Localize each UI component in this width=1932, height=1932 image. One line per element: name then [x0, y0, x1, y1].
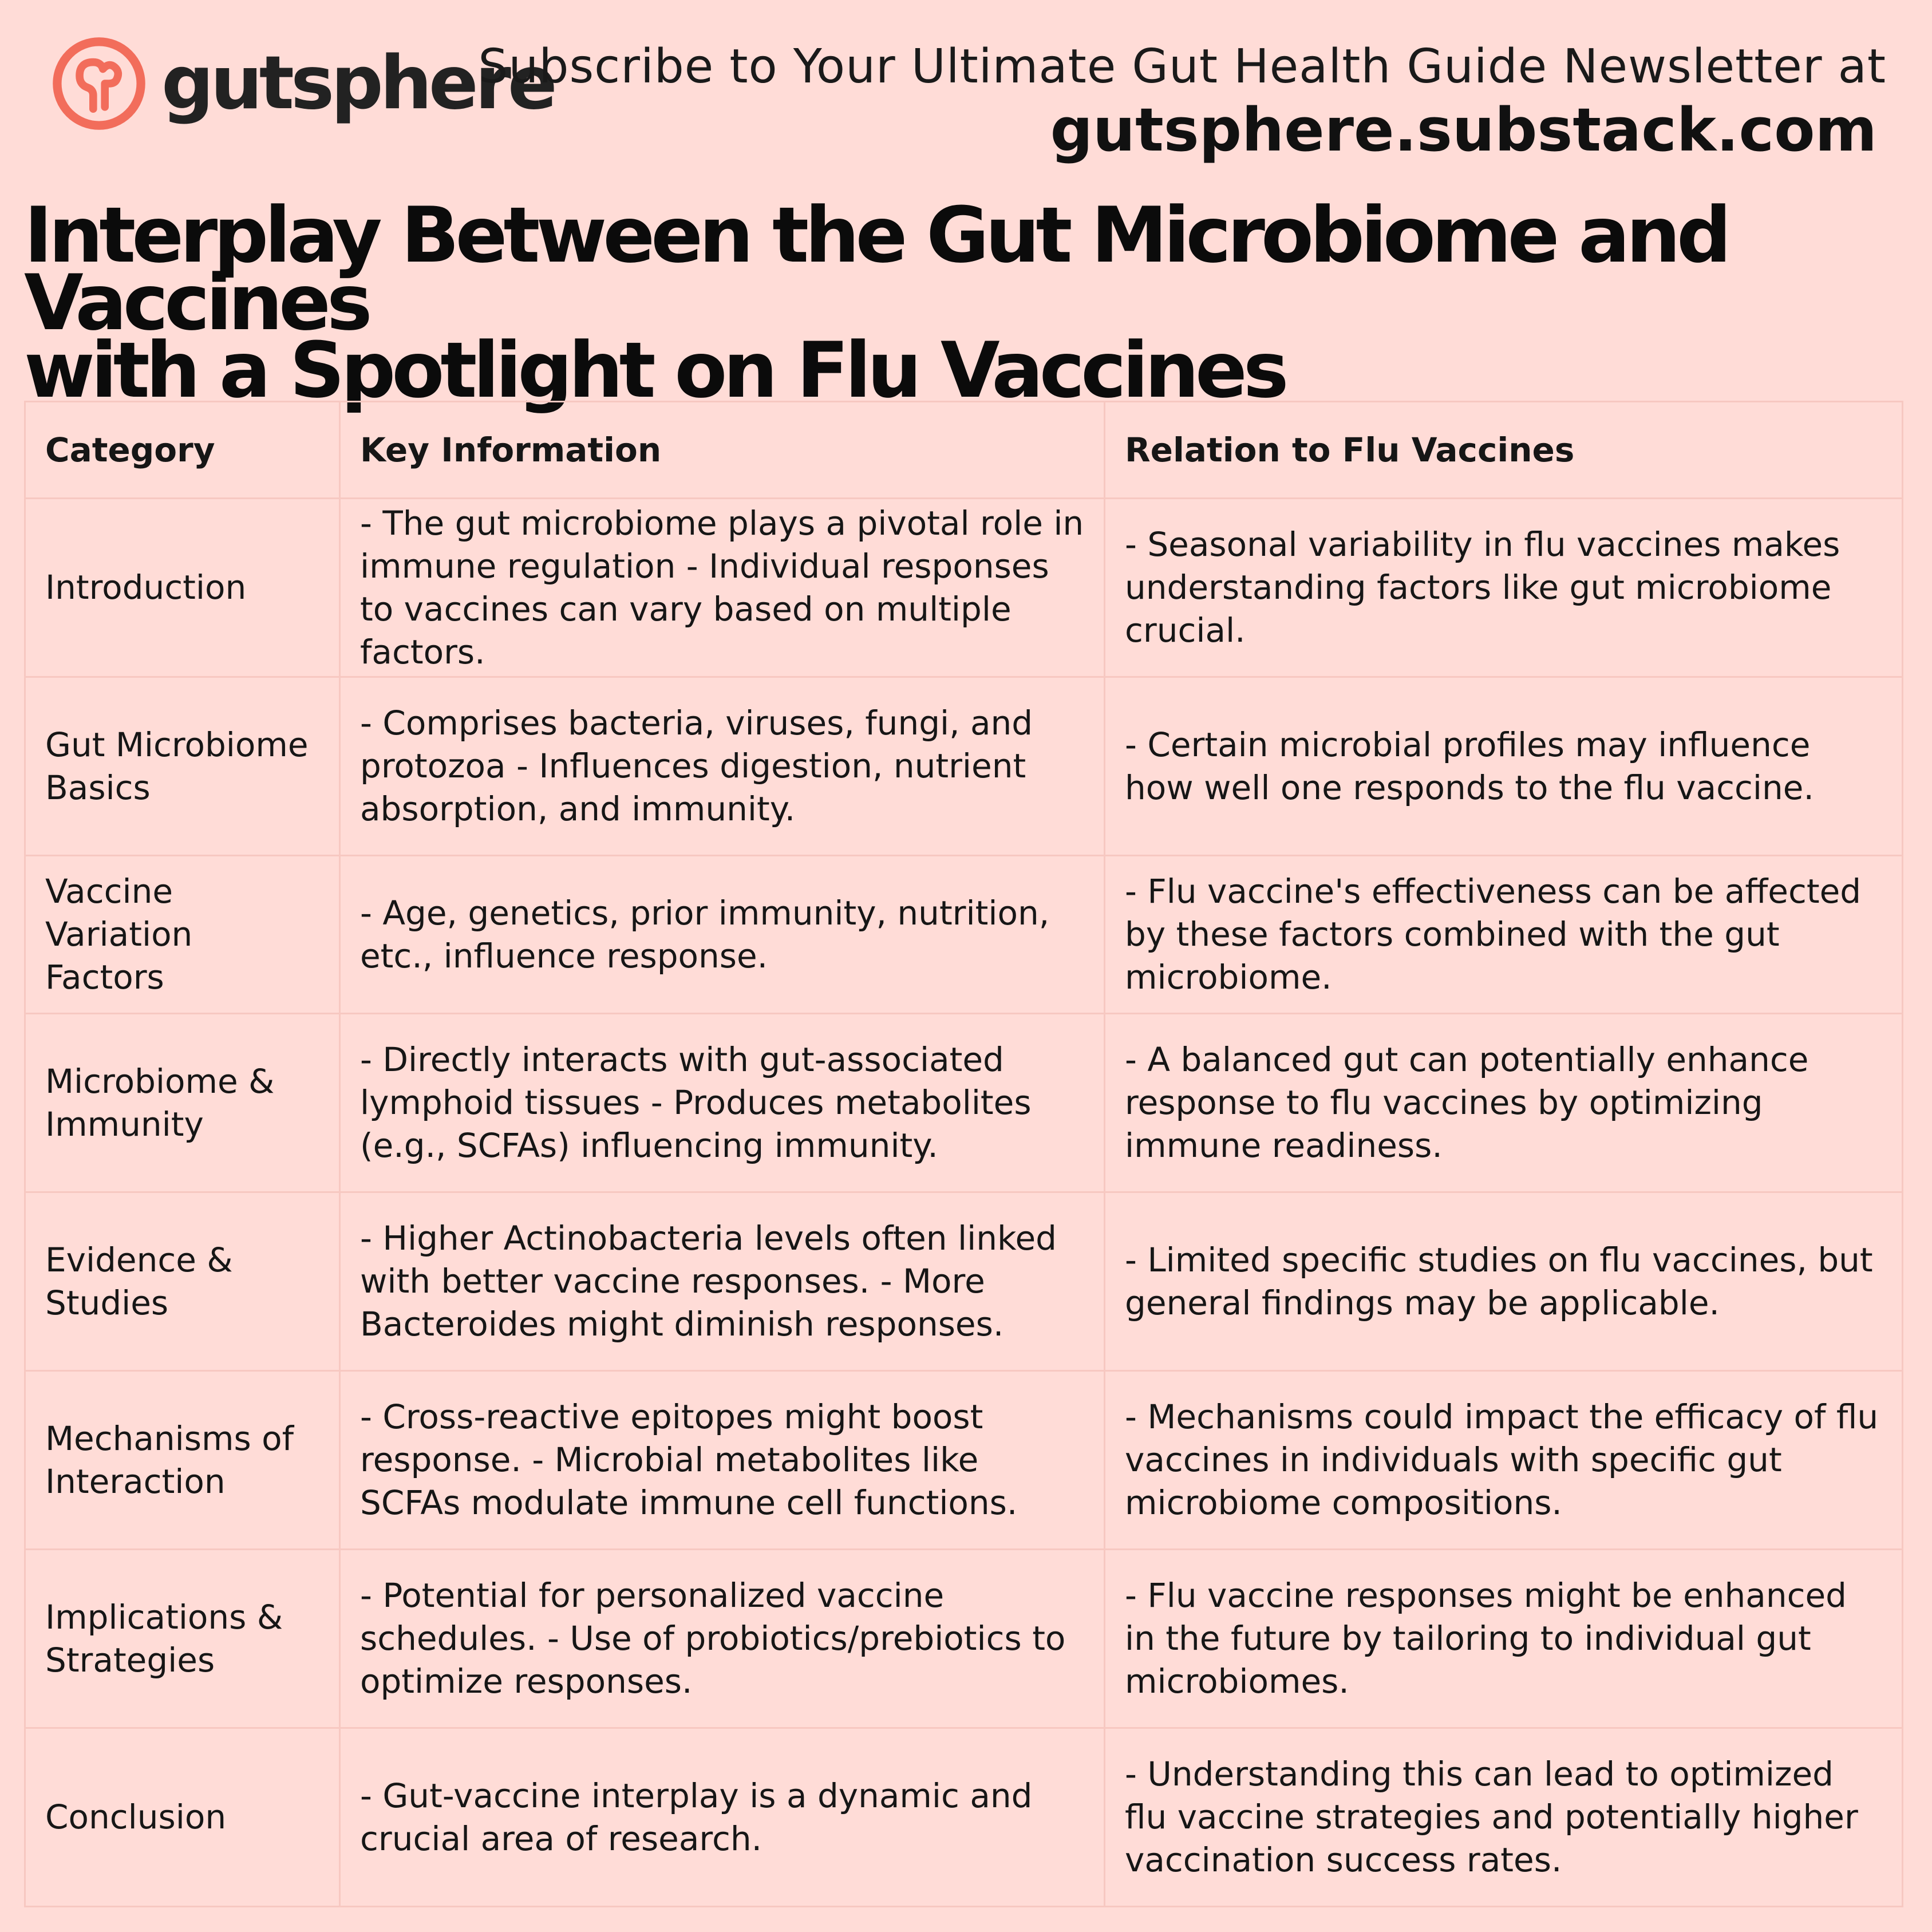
row-key-info: - Higher Actinobacteria levels often linked with better vaccine responses. - More Bacteroides might diminish responses.: [340, 1192, 1105, 1371]
header-relation: Relation to Flu Vaccines: [1105, 402, 1903, 499]
row-relation: - Understanding this can lead to optimized flu vaccine strategies and potentially higher vaccination success rates.: [1105, 1728, 1903, 1907]
title-line-1: Interplay Between the Gut Microbiome and Vaccines: [24, 191, 1728, 347]
table-row: [25, 1550, 1903, 1728]
row-key-info: - Cross-reactive epitopes might boost response. - Microbial metabolites like SCFAs modulate immune cell functions.: [340, 1371, 1105, 1550]
table-row: [25, 1014, 1903, 1192]
row-relation: - Flu vaccine's effectiveness can be affected by these factors combined with the gut microbiome.: [1105, 856, 1903, 1014]
table-row: [25, 856, 1903, 1014]
row-relation: - Certain microbial profiles may influence how well one responds to the flu vaccine.: [1105, 677, 1903, 856]
row-category: Vaccine Variation Factors: [25, 856, 340, 1014]
newsletter-link[interactable]: gutsphere.substack.com: [1050, 95, 1877, 165]
header-key-information: Key Information: [340, 402, 1105, 499]
row-relation: - Limited specific studies on flu vaccines, but general findings may be applicable.: [1105, 1192, 1903, 1371]
row-relation: - Mechanisms could impact the efficacy of flu vaccines in individuals with specific gut microbiome compositions.: [1105, 1371, 1903, 1550]
subscribe-banner: [478, 40, 1886, 163]
row-key-info: - Age, genetics, prior immunity, nutrition, etc., influence response.: [340, 856, 1105, 1014]
title-line-2: with a Spotlight on Flu Vaccines: [24, 326, 1285, 415]
info-table: [24, 401, 1903, 1907]
row-category: Mechanisms of Interaction: [25, 1371, 340, 1550]
table-row: [25, 677, 1903, 856]
header-category: Category: [25, 402, 340, 499]
brand-name: gutsphere: [161, 41, 554, 126]
row-key-info: - Potential for personalized vaccine schedules. - Use of probiotics/prebiotics to optimize responses.: [340, 1550, 1105, 1728]
gut-icon: [50, 35, 148, 132]
page-title: [24, 191, 1913, 415]
row-category: Conclusion: [25, 1728, 340, 1907]
row-key-info: - Gut-vaccine interplay is a dynamic and crucial area of research.: [340, 1728, 1105, 1907]
row-category: Evidence & Studies: [25, 1192, 340, 1371]
subscribe-text: Subscribe to Your Ultimate Gut Health Guide Newsletter at: [478, 39, 1886, 94]
row-category: Gut Microbiome Basics: [25, 677, 340, 856]
table-header-row: [25, 402, 1903, 499]
row-category: Implications & Strategies: [25, 1550, 340, 1728]
row-key-info: - Directly interacts with gut-associated lymphoid tissues - Produces metabolites (e.g., SCFAs) influencing immunity.: [340, 1014, 1105, 1192]
table-row: [25, 1371, 1903, 1550]
row-category: Microbiome & Immunity: [25, 1014, 340, 1192]
row-relation: - A balanced gut can potentially enhance response to flu vaccines by optimizing immune readiness.: [1105, 1014, 1903, 1192]
table-row: [25, 499, 1903, 677]
row-key-info: - Comprises bacteria, viruses, fungi, and protozoa - Influences digestion, nutrient absorption, and immunity.: [340, 677, 1105, 856]
row-key-info: - The gut microbiome plays a pivotal role in immune regulation - Individual responses to vaccines can vary based on multiple factors.: [340, 499, 1105, 677]
row-category: Introduction: [25, 499, 340, 677]
table-row: [25, 1728, 1903, 1907]
table-row: [25, 1192, 1903, 1371]
row-relation: - Seasonal variability in flu vaccines makes understanding factors like gut microbiome crucial.: [1105, 499, 1903, 677]
row-relation: - Flu vaccine responses might be enhanced in the future by tailoring to individual gut microbiomes.: [1105, 1550, 1903, 1728]
